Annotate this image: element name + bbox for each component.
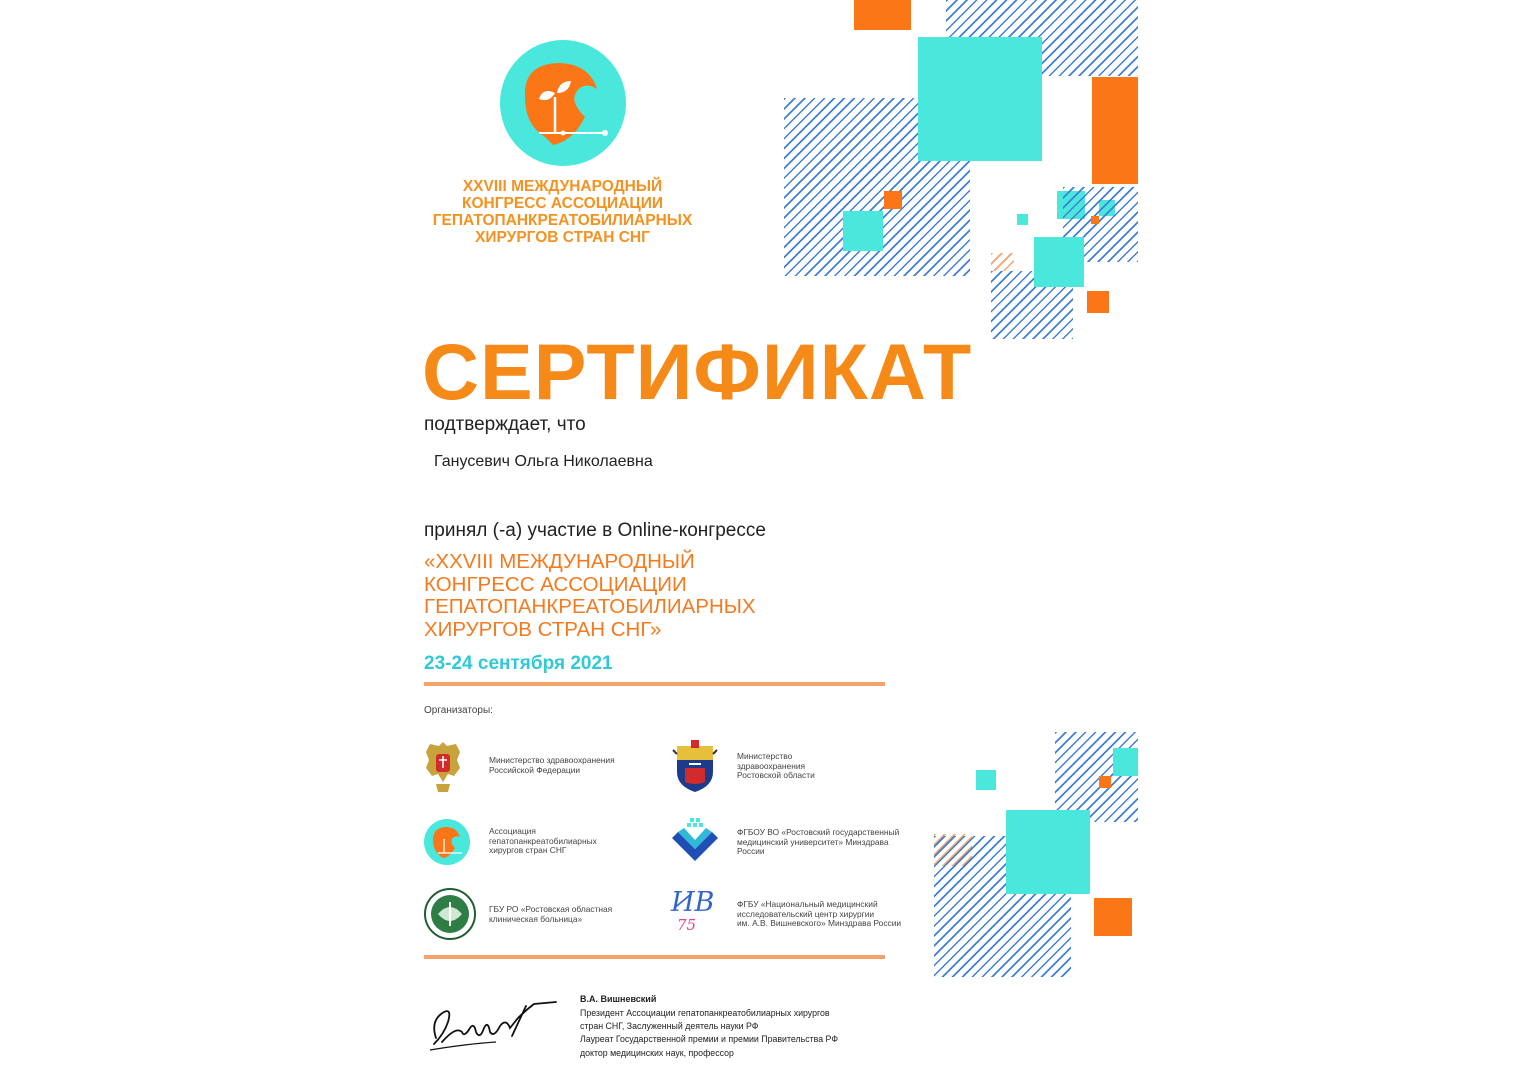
divider xyxy=(424,955,885,959)
organizer-text-line: им. А.В. Вишневского» Минздрава России xyxy=(737,918,902,929)
certificate-heading: СЕРТИФИКАТ xyxy=(422,327,973,416)
logo-title-line: XXVIII МЕЖДУНАРОДНЫЙ xyxy=(462,178,663,195)
decor-square xyxy=(1113,748,1138,776)
decor-square xyxy=(854,0,911,30)
organizer-text xyxy=(489,827,597,856)
organizer-text-line: ФГБУ «Национальный медицинский xyxy=(737,899,878,909)
signature-image xyxy=(426,998,561,1056)
certificate-page xyxy=(380,0,1140,1077)
congress-dates: 23-24 сентября 2021 xyxy=(424,653,613,674)
organizer-text xyxy=(737,900,901,929)
logo-title-line: ГЕПАТОПАНКРЕАТОБИЛИАРНЫХ xyxy=(432,212,693,229)
decor-hatch xyxy=(991,253,1014,271)
decor-square xyxy=(1087,291,1109,313)
organizer-text-line: Ассоциация xyxy=(489,826,536,836)
vishnevsky-75-logo-icon xyxy=(669,888,719,940)
congress-logo-icon xyxy=(499,39,627,167)
organizer-text-line: хирургов стран СНГ xyxy=(489,845,567,856)
signatory-name: В.А. Вишневский xyxy=(580,994,657,1004)
organizer-text-line: Российской Федерации xyxy=(489,764,581,775)
decor-square xyxy=(1092,77,1138,184)
association-logo-icon xyxy=(423,818,471,866)
organizer-text xyxy=(737,752,815,781)
rostgmu-logo-icon xyxy=(670,816,720,866)
signatory-title xyxy=(580,1007,838,1060)
organizers-title: Организаторы: xyxy=(424,705,493,716)
organizer-text xyxy=(489,905,612,924)
organizer-text-line: гепатопанкреатобилиарных xyxy=(489,835,597,846)
signatory-title-line: доктор медицинских наук, профессор xyxy=(580,1047,734,1058)
organizer-text-line: исследовательский центр хирургии xyxy=(737,908,875,919)
decor-square xyxy=(884,191,902,209)
organizer-text-line: медицинский университет» Минздрава xyxy=(737,836,889,847)
congress-name xyxy=(424,551,756,641)
organizer-text-line: Министерство xyxy=(737,751,793,761)
decor-square xyxy=(976,770,996,790)
decor-square xyxy=(1094,898,1132,936)
organizer-text-line: России xyxy=(737,846,765,857)
signatory-title-line: стран СНГ, Заслуженный деятель науки РФ xyxy=(580,1021,759,1032)
organizer-text xyxy=(737,828,899,857)
vishnevsky-logo-letters: ИВ xyxy=(671,887,715,918)
confirms-text: подтверждает, что xyxy=(424,414,586,435)
decor-square xyxy=(918,37,1042,161)
decor-square xyxy=(1006,810,1090,894)
decor-square xyxy=(1034,237,1084,287)
decor-square xyxy=(1099,776,1111,788)
signatory-title-line: Президент Ассоциации гепатопанкреатобилиарных хирургов xyxy=(580,1008,830,1018)
congress-name-line: ГЕПАТОПАНКРЕАТОБИЛИАРНЫХ xyxy=(424,595,756,618)
logo-title-line: ХИРУРГОВ СТРАН СНГ xyxy=(475,229,650,246)
organizer-text-line: здравоохранения xyxy=(737,760,806,771)
logo-title xyxy=(420,178,705,246)
decor-hatch xyxy=(1055,732,1138,822)
organizer-text-line: Министерство здравоохранения xyxy=(489,755,615,765)
organizer-text-line: ФГБОУ ВО «Ростовский государственный xyxy=(737,827,900,837)
logo-title-line: КОНГРЕСС АССОЦИАЦИИ xyxy=(462,195,663,212)
congress-name-line: КОНГРЕСС АССОЦИАЦИИ xyxy=(424,572,687,596)
decor-square xyxy=(843,211,883,251)
rostov-coat-of-arms-icon xyxy=(671,738,719,794)
vishnevsky-logo-number: 75 xyxy=(677,916,697,934)
organizer-text xyxy=(489,756,615,775)
organizer-text-line: клиническая больница» xyxy=(489,913,583,924)
decor-square xyxy=(1017,214,1028,225)
russian-coat-of-arms-icon xyxy=(424,738,462,794)
divider xyxy=(424,682,885,686)
recipient-name: Ганусевич Ольга Николаевна xyxy=(434,453,653,470)
signatory-title-line: Лауреат Государственной премии и премии Правительства РФ xyxy=(580,1034,839,1045)
organizer-text-line: ГБУ РО «Ростовская областная xyxy=(489,904,613,914)
participation-text: принял (-а) участие в Online-конгрессе xyxy=(424,520,766,541)
congress-name-line: «XXVIII МЕЖДУНАРОДНЫЙ xyxy=(424,550,695,573)
rokb-logo-icon xyxy=(424,888,476,940)
congress-name-line: ХИРУРГОВ СТРАН СНГ» xyxy=(424,617,662,641)
decor-square xyxy=(1091,216,1099,224)
organizer-text-line: Ростовской области xyxy=(737,770,815,781)
